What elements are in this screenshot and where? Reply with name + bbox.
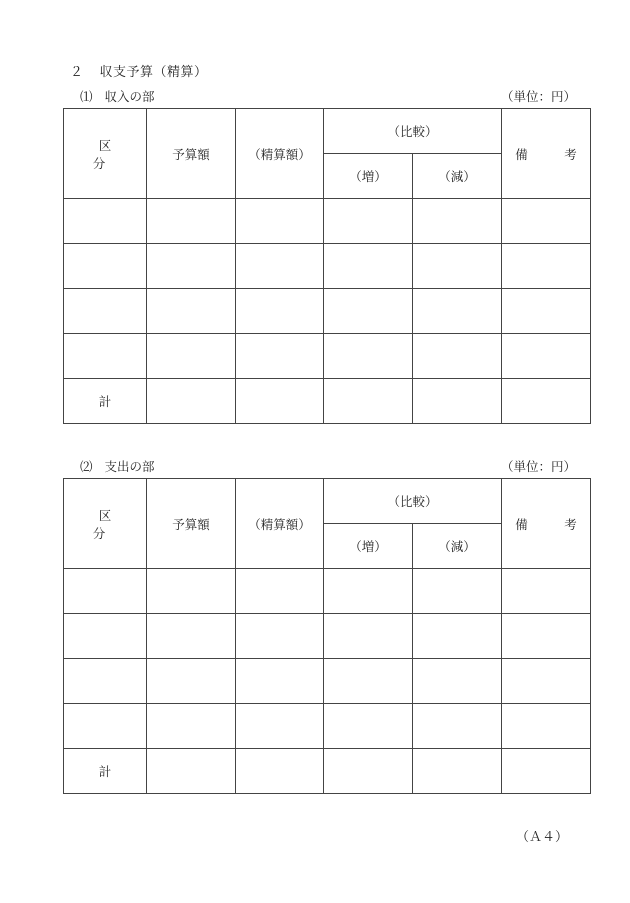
cell-category[interactable] [64, 289, 147, 334]
table-row [64, 199, 591, 244]
header-increase: （増） [324, 524, 413, 569]
cell-category[interactable] [64, 244, 147, 289]
cell-decrease[interactable] [413, 334, 502, 379]
header-settlement: （精算額） [236, 109, 324, 199]
cell-category[interactable] [64, 334, 147, 379]
heading-title: 収支予算（精算） [99, 65, 208, 80]
total-row [64, 749, 591, 794]
cell-decrease[interactable] [413, 199, 502, 244]
cell-decrease[interactable] [413, 659, 502, 704]
cell-increase[interactable] [324, 659, 413, 704]
cell-increase[interactable] [324, 704, 413, 749]
cell-decrease[interactable] [413, 704, 502, 749]
paper-size-label: （Ａ４） [515, 830, 568, 845]
cell-remarks[interactable] [502, 244, 591, 289]
header-decrease: （減） [413, 154, 502, 199]
table-row [64, 244, 591, 289]
cell-decrease[interactable] [413, 614, 502, 659]
cell-category[interactable] [64, 569, 147, 614]
cell-decrease[interactable] [413, 379, 502, 424]
cell-remarks[interactable] [502, 659, 591, 704]
cell-settlement[interactable] [236, 614, 324, 659]
cell-budget[interactable] [147, 569, 236, 614]
cell-increase[interactable] [324, 749, 413, 794]
cell-category[interactable] [64, 704, 147, 749]
document-heading [70, 61, 208, 80]
cell-increase[interactable] [324, 334, 413, 379]
table-row [64, 289, 591, 334]
unit-label: （単位：円） [500, 459, 576, 474]
table-row [64, 334, 591, 379]
cell-decrease[interactable] [413, 749, 502, 794]
cell-settlement[interactable] [236, 704, 324, 749]
cell-budget[interactable] [147, 614, 236, 659]
cell-budget[interactable] [147, 379, 236, 424]
cell-remarks[interactable] [502, 379, 591, 424]
cell-remarks[interactable] [502, 199, 591, 244]
section-number: ⑴ [80, 89, 93, 104]
cell-category[interactable] [64, 659, 147, 704]
cell-budget[interactable] [147, 244, 236, 289]
cell-remarks[interactable] [502, 614, 591, 659]
cell-remarks[interactable] [502, 704, 591, 749]
header-row [64, 109, 591, 154]
header-increase: （増） [324, 154, 413, 199]
section-number: ⑵ [80, 459, 93, 474]
cell-increase[interactable] [324, 199, 413, 244]
header-category: 区 分 [64, 479, 147, 569]
income-table [63, 108, 591, 424]
cell-increase[interactable] [324, 614, 413, 659]
section-title: 収入の部 [104, 89, 155, 104]
cell-settlement[interactable] [236, 749, 324, 794]
header-comparison: （比較） [324, 109, 502, 154]
table-row [64, 569, 591, 614]
cell-decrease[interactable] [413, 244, 502, 289]
header-decrease: （減） [413, 524, 502, 569]
total-label: 計 [64, 379, 147, 424]
cell-settlement[interactable] [236, 659, 324, 704]
expenditure-section-header [63, 457, 590, 475]
cell-increase[interactable] [324, 289, 413, 334]
total-label: 計 [64, 749, 147, 794]
table-row [64, 704, 591, 749]
cell-budget[interactable] [147, 334, 236, 379]
cell-category[interactable] [64, 199, 147, 244]
header-budget: 予算額 [147, 479, 236, 569]
section-title: 支出の部 [104, 459, 155, 474]
cell-settlement[interactable] [236, 289, 324, 334]
unit-label: （単位：円） [500, 89, 576, 104]
cell-decrease[interactable] [413, 289, 502, 334]
header-remarks: 備 考 [502, 479, 591, 569]
header-settlement: （精算額） [236, 479, 324, 569]
cell-settlement[interactable] [236, 379, 324, 424]
cell-increase[interactable] [324, 379, 413, 424]
income-section-header [63, 87, 590, 105]
table-row [64, 659, 591, 704]
heading-number: ２ [70, 65, 84, 80]
cell-settlement[interactable] [236, 334, 324, 379]
cell-budget[interactable] [147, 289, 236, 334]
cell-remarks[interactable] [502, 334, 591, 379]
header-category: 区 分 [64, 109, 147, 199]
cell-remarks[interactable] [502, 569, 591, 614]
header-budget: 予算額 [147, 109, 236, 199]
total-row [64, 379, 591, 424]
cell-settlement[interactable] [236, 569, 324, 614]
cell-decrease[interactable] [413, 569, 502, 614]
header-remarks: 備 考 [502, 109, 591, 199]
expenditure-table [63, 478, 591, 794]
cell-settlement[interactable] [236, 244, 324, 289]
cell-budget[interactable] [147, 749, 236, 794]
cell-budget[interactable] [147, 659, 236, 704]
cell-budget[interactable] [147, 199, 236, 244]
cell-settlement[interactable] [236, 199, 324, 244]
cell-remarks[interactable] [502, 289, 591, 334]
header-row [64, 479, 591, 524]
table-row [64, 614, 591, 659]
cell-remarks[interactable] [502, 749, 591, 794]
cell-budget[interactable] [147, 704, 236, 749]
cell-increase[interactable] [324, 244, 413, 289]
cell-increase[interactable] [324, 569, 413, 614]
header-comparison: （比較） [324, 479, 502, 524]
cell-category[interactable] [64, 614, 147, 659]
